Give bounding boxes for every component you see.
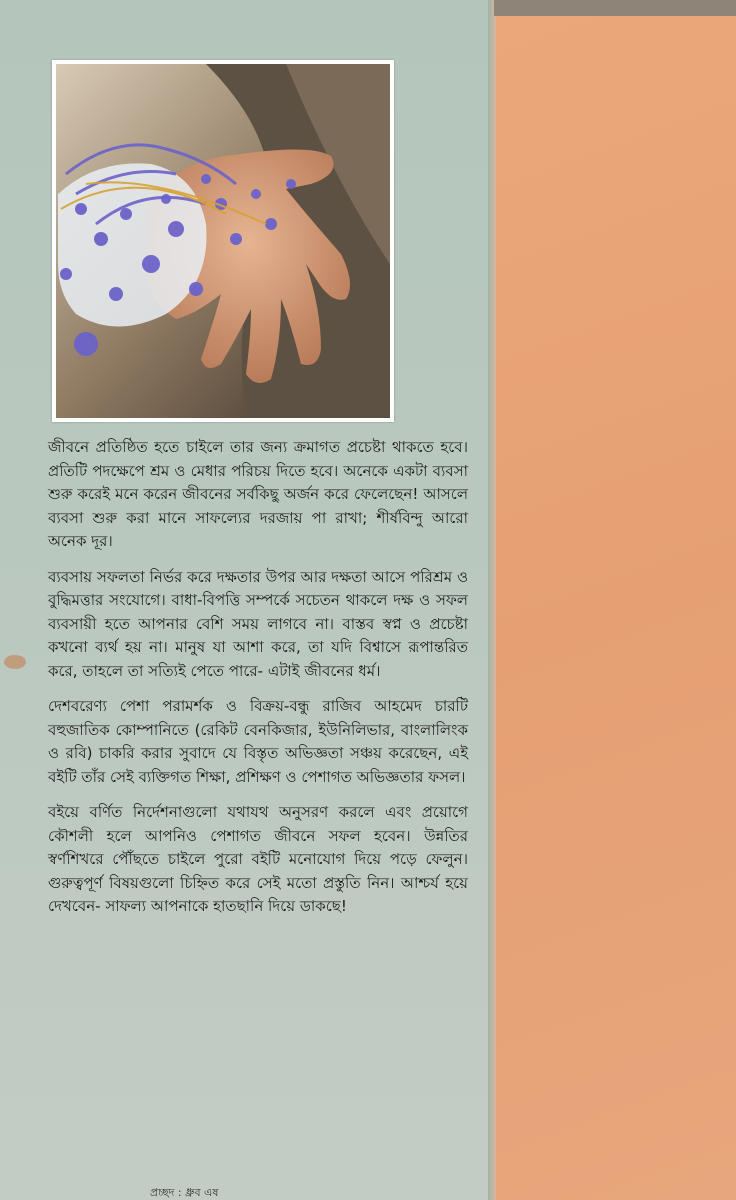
- orange-board: [496, 16, 736, 1200]
- flap-edge: [488, 0, 496, 1200]
- stain-mark: [4, 655, 26, 669]
- hand-holding-globe-illustration: [56, 64, 390, 418]
- back-cover-blurb: [48, 436, 468, 931]
- top-strip: [494, 0, 736, 16]
- blurb-paragraph-2: ব্যবসায় সফলতা নির্ভর করে দক্ষতার উপর আর দক্ষতা আসে পরিশ্রম ও বুদ্ধিমত্তার সংযোগে। বাধা-বিপত্তি সম্পর্কে সচেতন থাকলে দক্ষ ও সফল ব্যবসায়ী হতে আপনার বেশি সময় লাগবে না। বাস্তব স্বপ্ন ও প্রচেষ্টা কখনো ব্যর্থ হয় না। মানুষ যা আশা করে, তা যদি বিশ্বাসে রূপান্তরিত করে, তাহলে তা সত্যিই পেতে পারে- এটাই জীবনের ধর্ম।: [48, 567, 468, 680]
- cover-credit: প্রচ্ছদ : ধ্রুব এষ: [150, 1186, 219, 1199]
- blurb-paragraph-1: জীবনে প্রতিষ্ঠিত হতে চাইলে তার জন্য ক্রমাগত প্রচেষ্টা থাকতে হবে। প্রতিটি পদক্ষেপে শ্রম ও মেধার পরিচয় দিতে হবে। অনেকে একটা ব্যবসা শুরু করেই মনে করেন জীবনের সর্বকিছু অর্জন করে ফেলেছেন! আসলে ব্যবসা শুরু করা মানে সাফল্যের দরজায় পা রাখা; শীর্ষবিন্দু আরো অনেক দূর।: [48, 438, 468, 550]
- blurb-paragraph-3: দেশবরেণ্য পেশা পরামর্শক ও বিক্রয়-বন্ধু রাজিব আহমেদ চারটি বহুজাতিক কোম্পানিতে (রেকিট বেনকিজার, ইউনিলিভার, বাংলালিংক ও রবি) চাকরি করার সুবাদে যে বিস্তৃত অভিজ্ঞতা সঞ্চয় করেছেন, এই বইটি তাঁর সেই ব্যক্তিগত শিক্ষা, প্রশিক্ষণ ও পেশাগত অভিজ্ঞতার ফসল।: [48, 697, 468, 786]
- cover-photo: [52, 60, 394, 422]
- blurb-paragraph-4: বইয়ে বর্ণিত নির্দেশনাগুলো যথাযথ অনুসরণ করলে এবং প্রয়োগে কৌশলী হলে আপনিও পেশাগত জীবনে সফল হবেন। উন্নতির স্বর্ণশিখরে পৌঁছতে চাইলে পুরো বইটি মনোযোগ দিয়ে পড়ে ফেলুন। গুরুত্বপূর্ণ বিষয়গুলো চিহ্নিত করে সেই মতো প্রস্তুতি নিন। আশ্চর্য হয়ে দেখবেন- সাফল্য আপনাকে হাতছানি দিয়ে ডাকছে!: [48, 803, 468, 915]
